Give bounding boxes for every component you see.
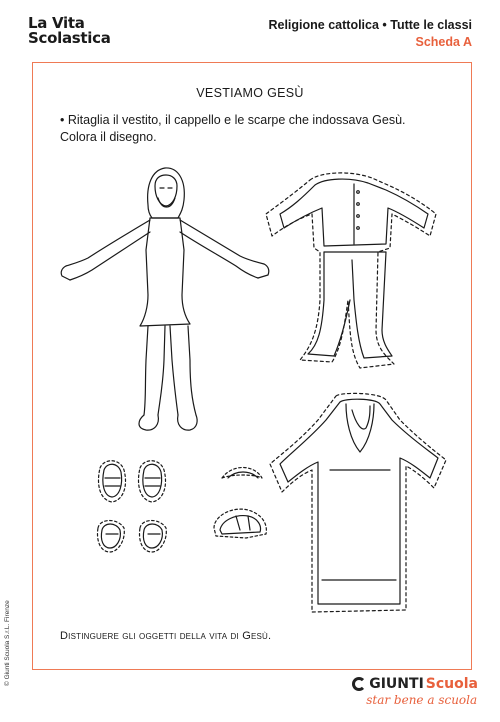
brand-name-main: GIUNTI: [369, 676, 424, 692]
jesus-figure: [61, 168, 269, 430]
cap: [214, 509, 266, 538]
header-subtitle: Scheda A: [415, 35, 472, 49]
logo-line-1: La Vita: [28, 14, 85, 32]
brand-tagline: star bene a scuola: [366, 693, 478, 707]
hooded-robe: [270, 393, 446, 612]
hat-brim: [222, 468, 262, 479]
brand-name-accent: Scuola: [425, 676, 478, 692]
logo-line-2: Scolastica: [28, 29, 111, 47]
worksheet-footer: Distinguere gli oggetti della vita di Gesù.: [60, 630, 272, 642]
brand: [352, 676, 478, 707]
copyright: © Giunti Scuola S.r.L. Firenze: [4, 600, 11, 686]
header-title: Religione cattolica • Tutte le classi: [268, 18, 472, 32]
instructions: • Ritaglia il vestito, il cappello e le scarpe che indossava Gesù. Colora il disegno.: [60, 113, 406, 144]
tunic-and-pants: [266, 173, 436, 368]
brand-logo-icon: [352, 677, 366, 691]
brand-name: [352, 676, 478, 692]
sandals: [98, 461, 167, 552]
sheet-title: VESTIAMO GESÙ: [196, 86, 304, 100]
